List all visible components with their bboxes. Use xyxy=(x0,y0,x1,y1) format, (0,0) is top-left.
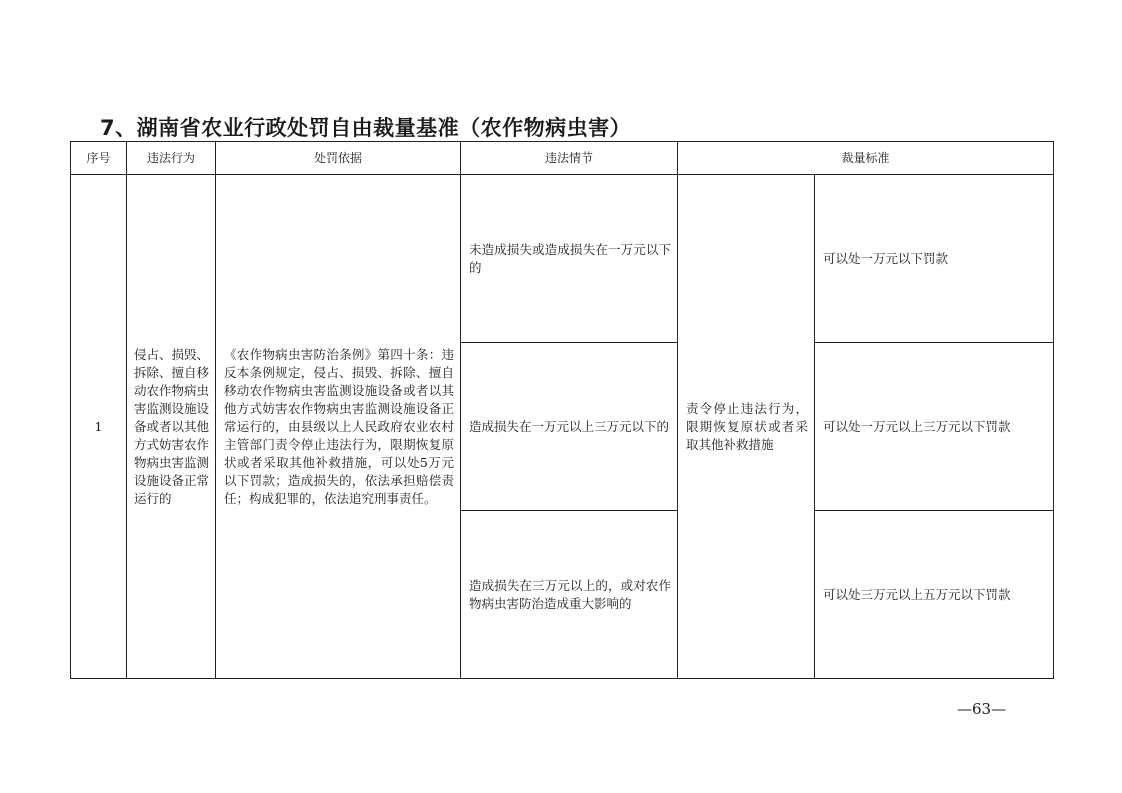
cell-circumstance-1: 未造成损失或造成损失在一万元以下的 xyxy=(461,175,678,343)
cell-violation: 侵占、损毁、拆除、擅自移动农作物病虫害监测设施设备或者以其他方式妨害农作物病虫害监测设施设备正常运行的 xyxy=(127,175,216,679)
cell-seq: 1 xyxy=(71,175,127,679)
document-title: 7、湖南省农业行政处罚自由裁量基准（农作物病虫害） xyxy=(100,116,632,140)
penalty-standard-table xyxy=(70,141,1054,679)
cell-circumstance-3: 造成损失在三万元以上的，或对农作物病虫害防治造成重大影响的 xyxy=(461,511,678,679)
table-row xyxy=(71,175,1054,343)
cell-penalty-2: 可以处一万元以上三万元以下罚款 xyxy=(815,343,1054,511)
table-header-row xyxy=(71,142,1054,175)
header-seq: 序号 xyxy=(71,142,127,175)
cell-circumstance-2: 造成损失在一万元以上三万元以下的 xyxy=(461,343,678,511)
header-violation: 违法行为 xyxy=(127,142,216,175)
cell-basis: 《农作物病虫害防治条例》第四十条：违反本条例规定，侵占、损毁、拆除、擅自移动农作物病虫害监测设施设备或者以其他方式妨害农作物病虫害监测设施设备正常运行的，由县级以上人民政府农业农村主管部门责令停止违法行为，限期恢复原状或者采取其他补救措施，可以处5万元以下罚款；造成损失的，依法承担赔偿责任；构成犯罪的，依法追究刑事责任。 xyxy=(216,175,461,679)
cell-penalty-3: 可以处三万元以上五万元以下罚款 xyxy=(815,511,1054,679)
cell-penalty-1: 可以处一万元以下罚款 xyxy=(815,175,1054,343)
cell-measures: 责令停止违法行为，限期恢复原状或者采取其他补救措施 xyxy=(678,175,815,679)
header-basis: 处罚依据 xyxy=(216,142,461,175)
header-standard: 裁量标准 xyxy=(678,142,1054,175)
page-number: —63— xyxy=(957,700,1007,718)
header-circumstances: 违法情节 xyxy=(461,142,678,175)
